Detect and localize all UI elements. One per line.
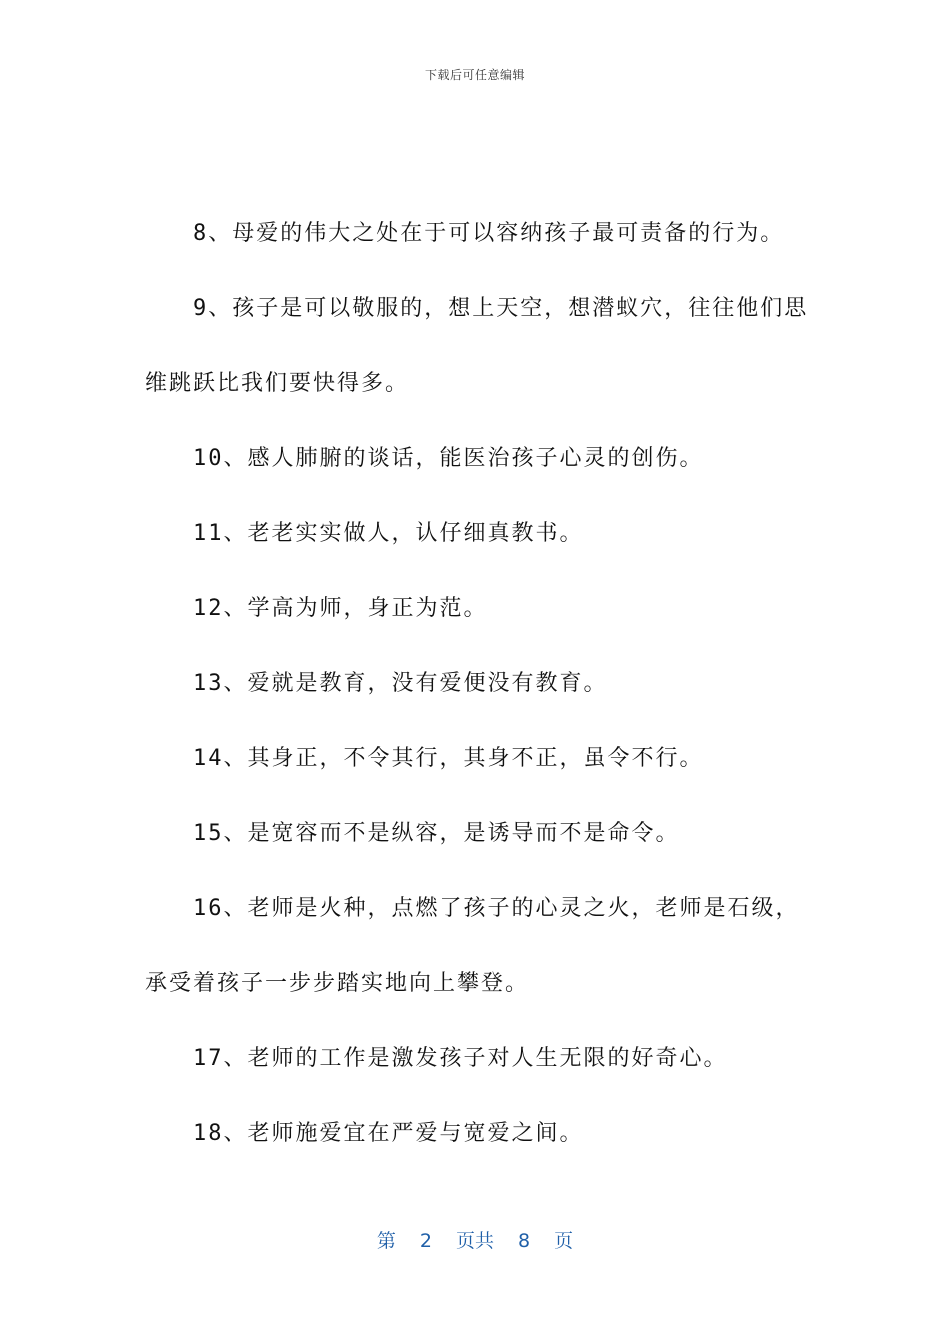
header-note: 下载后可任意编辑 (424, 68, 525, 82)
footer-total-pages: 8 (518, 1230, 531, 1252)
paragraph-line: 16、老师是火种，点燃了孩子的心灵之火，老师是石级， (193, 896, 800, 921)
paragraph-18 (145, 1096, 810, 1171)
paragraph-line: 11、老老实实做人，认仔细真教书。 (193, 521, 584, 546)
paragraph-14 (145, 721, 810, 796)
footer-prefix: 第 (376, 1230, 396, 1252)
paragraph-line: 13、爱就是教育，没有爱便没有教育。 (193, 671, 608, 696)
paragraph-12 (145, 571, 810, 646)
paragraph-line: 9、孩子是可以敬服的，想上天空，想潜蚁穴，往往他们思 (193, 296, 809, 321)
paragraph-line: 18、老师施爱宜在严爱与宽爱之间。 (193, 1121, 584, 1146)
paragraph-line: 17、老师的工作是激发孩子对人生无限的好奇心。 (193, 1046, 728, 1071)
paragraph-10 (145, 421, 810, 496)
footer-current-page: 2 (419, 1230, 432, 1252)
paragraph-line-continued: 维跳跃比我们要快得多。 (145, 371, 410, 396)
footer-suffix: 页 (554, 1230, 574, 1252)
paragraph-17 (145, 1021, 810, 1096)
paragraph-line: 8、母爱的伟大之处在于可以容纳孩子最可责备的行为。 (193, 221, 785, 246)
document-body (145, 196, 810, 1171)
paragraph-8 (145, 196, 810, 271)
paragraph-13 (145, 646, 810, 721)
paragraph-9 (145, 271, 810, 421)
paragraph-16 (145, 871, 810, 1021)
paragraph-line: 15、是宽容而不是纵容，是诱导而不是命令。 (193, 821, 680, 846)
paragraph-15 (145, 796, 810, 871)
paragraph-line: 14、其身正，不令其行，其身不正，虽令不行。 (193, 746, 704, 771)
paragraph-11 (145, 496, 810, 571)
paragraph-line: 12、学高为师，身正为范。 (193, 596, 488, 621)
footer-middle: 页共 (455, 1230, 494, 1252)
page-footer (0, 1226, 950, 1253)
paragraph-line-continued: 承受着孩子一步步踏实地向上攀登。 (145, 971, 530, 996)
paragraph-line: 10、感人肺腑的谈话，能医治孩子心灵的创伤。 (193, 446, 704, 471)
